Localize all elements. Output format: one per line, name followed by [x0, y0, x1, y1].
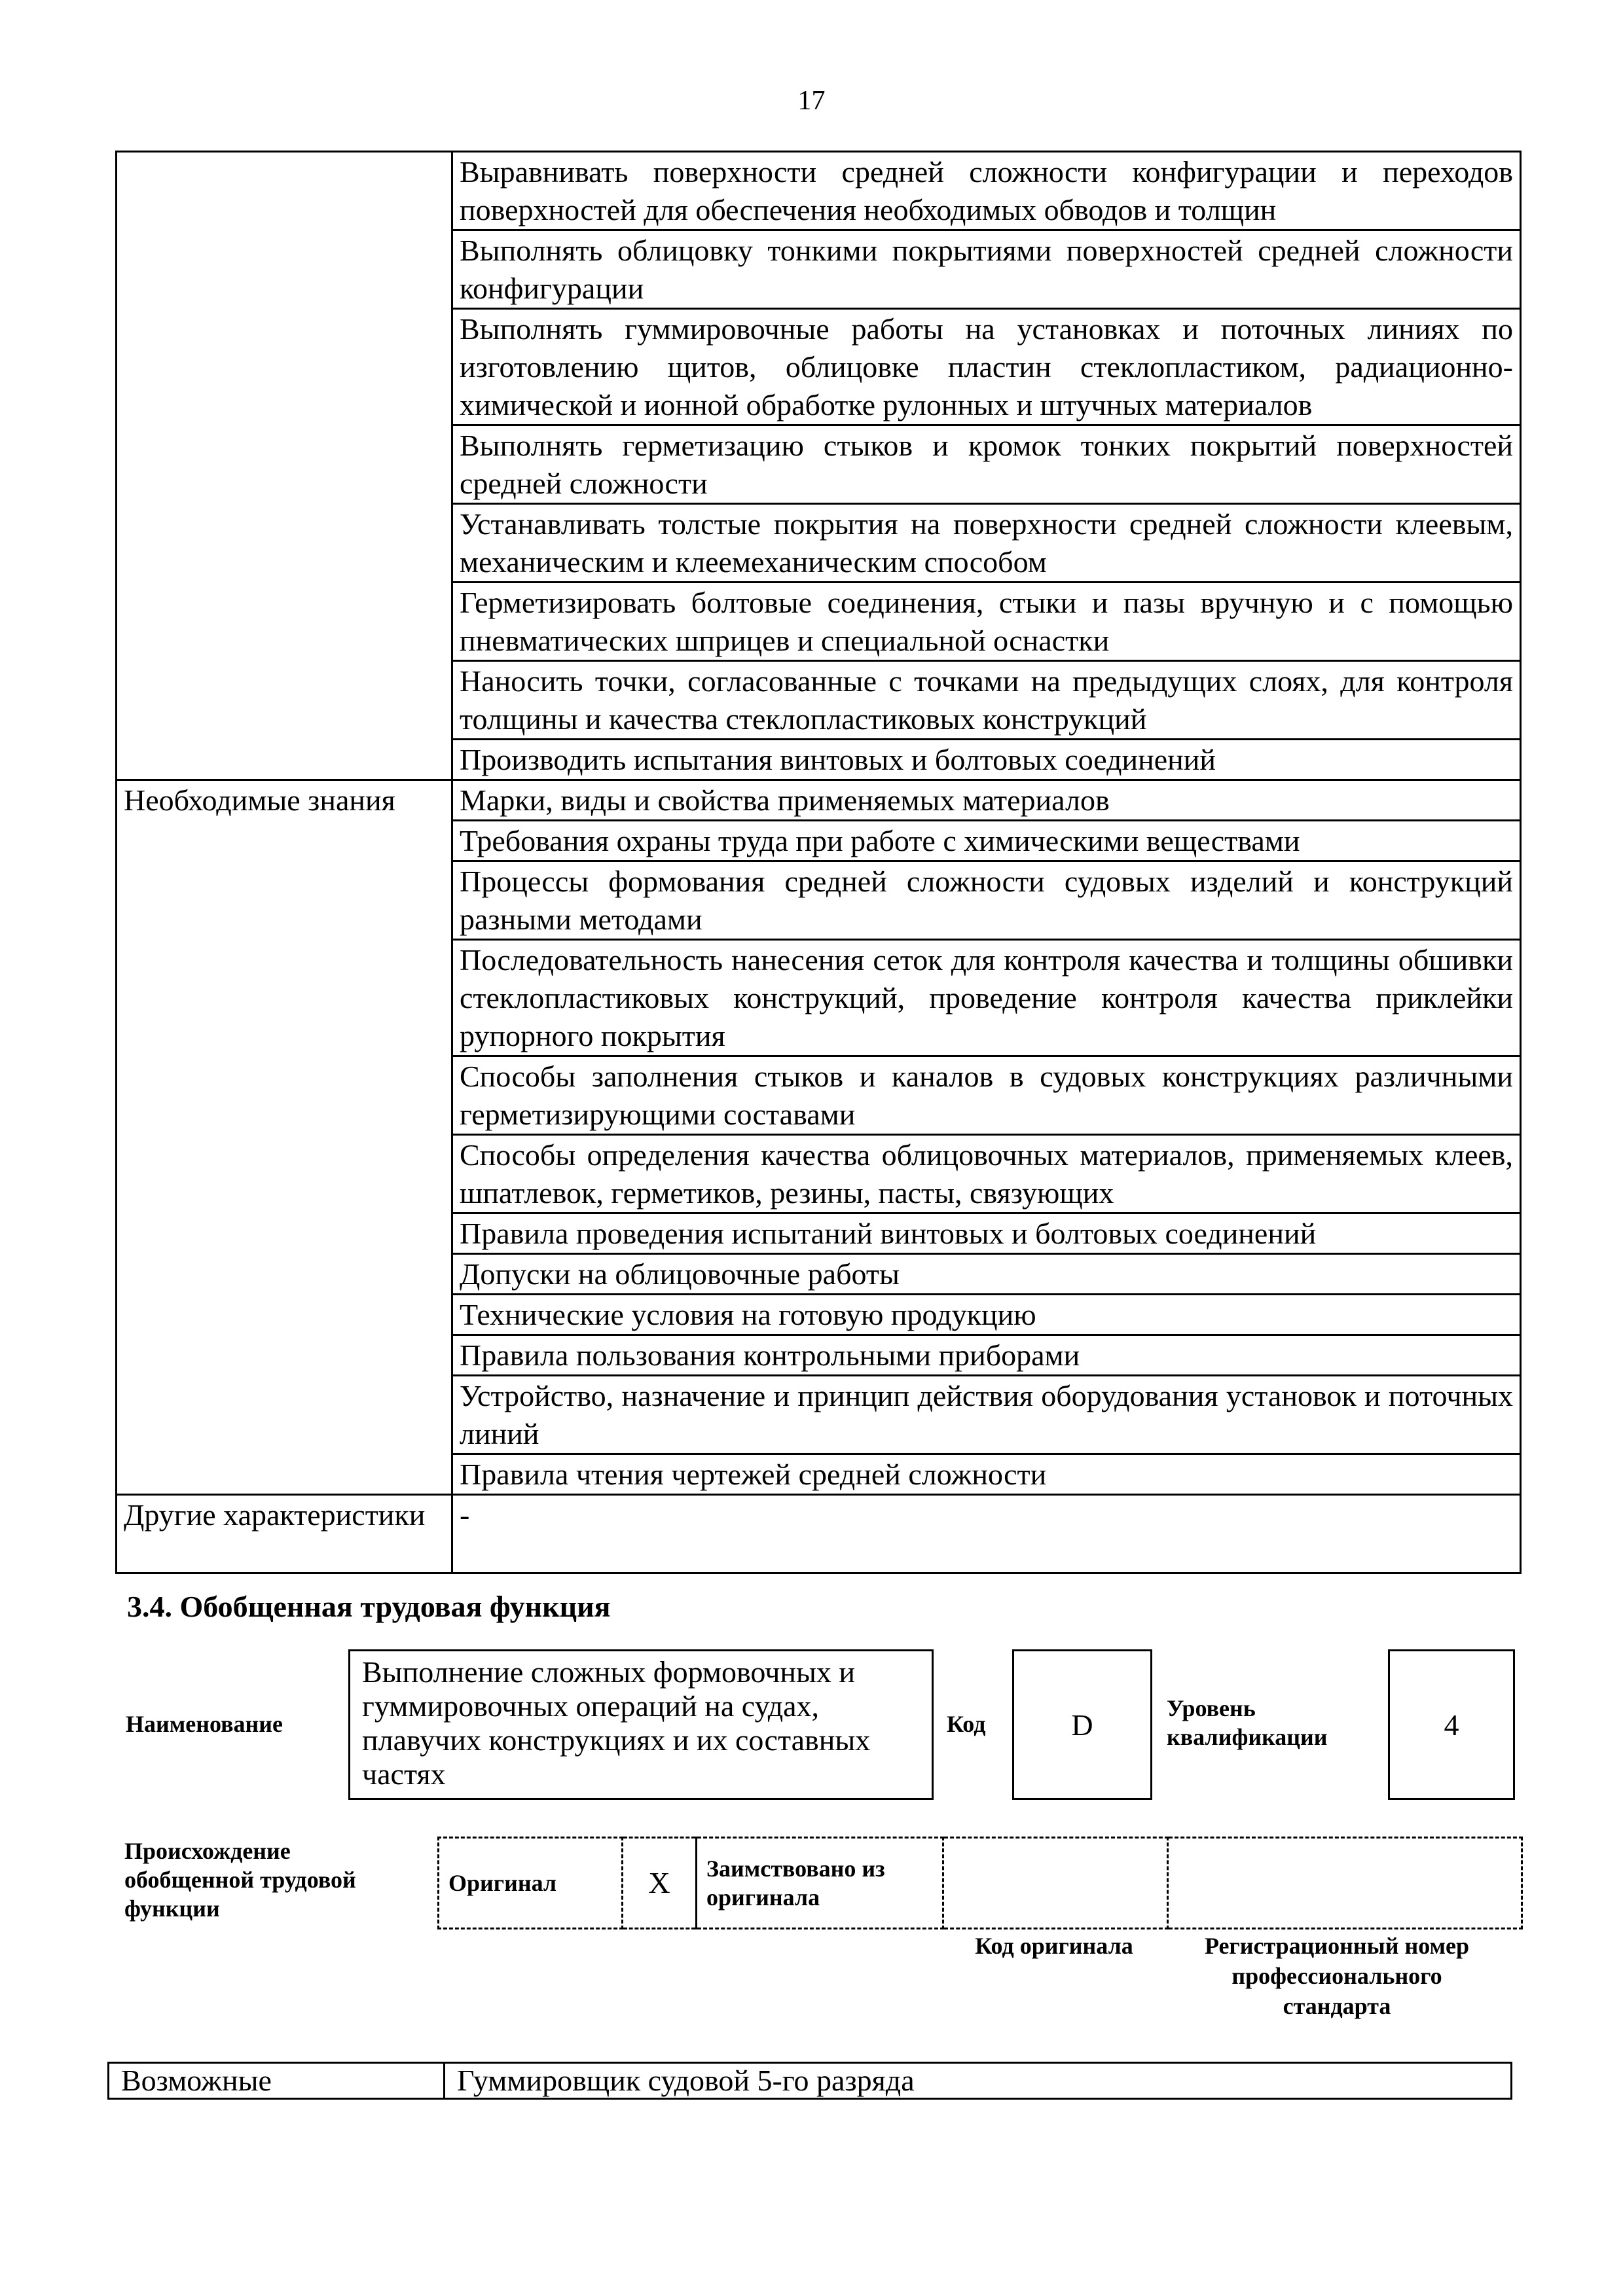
borrowed-label: Заимствовано из оригинала: [697, 1838, 943, 1929]
skills-knowledge-table: [115, 151, 1522, 1574]
skills-label-cell: [117, 152, 452, 780]
knowledge-item: Правила проведения испытаний винтовых и болтовых соединений: [452, 1213, 1521, 1254]
possible-value: Гуммировщик судовой 5-го разряда: [445, 2063, 1512, 2099]
table-row: [117, 1495, 1521, 1573]
level-label: Уровень квалификации: [1167, 1695, 1328, 1750]
code-original-cell: [943, 1838, 1168, 1929]
skill-item: Выполнять герметизацию стыков и кромок тонких покрытий поверхностей средней сложности: [452, 425, 1521, 504]
original-mark: X: [623, 1838, 697, 1929]
possible-label: Возможные: [109, 2063, 445, 2099]
knowledge-item: Правила пользования контрольными приборами: [452, 1335, 1521, 1376]
other-value: -: [452, 1495, 1521, 1573]
table-row: [109, 2063, 1512, 2099]
code-box: D: [1012, 1649, 1152, 1800]
possible-positions-table: [107, 2062, 1512, 2100]
skill-item: Выравнивать поверхности средней сложности конфигурации и переходов поверхностей для обеспечения необходимых обводов и толщин: [452, 152, 1521, 230]
skill-item: Выполнять гуммировочные работы на установках и поточных линиях по изготовлению щитов, облицовке пластин стеклопластиком, радиационно-химической и ионной обработке рулонных и штучных материалов: [452, 309, 1521, 425]
origin-table: [437, 1837, 1523, 1929]
section-heading: 3.4. Обобщенная трудовая функция: [127, 1590, 611, 1623]
skill-item: Производить испытания винтовых и болтовых соединений: [452, 740, 1521, 780]
knowledge-item: Правила чтения чертежей средней сложности: [452, 1454, 1521, 1495]
knowledge-item: Последовательность нанесения сеток для контроля качества и толщины обшивки стеклопластиковых конструкций, проведение контроля качества приклейки рупорного покрытия: [452, 940, 1521, 1056]
knowledge-item: Процессы формования средней сложности судовых изделий и конструкций разными методами: [452, 861, 1521, 940]
level-box: 4: [1388, 1649, 1515, 1800]
table-row: [439, 1838, 1522, 1929]
name-label: Наименование: [126, 1711, 283, 1737]
reg-number-cell: [1168, 1838, 1522, 1929]
skill-item: Выполнять облицовку тонкими покрытиями поверхностей средней сложности конфигурации: [452, 230, 1521, 309]
code-label: Код: [947, 1711, 986, 1737]
knowledge-item: Способы заполнения стыков и каналов в судовых конструкциях различными герметизирующими составами: [452, 1056, 1521, 1135]
origin-label: Происхождение обобщенной трудовой функции: [124, 1838, 356, 1922]
knowledge-item: Марки, виды и свойства применяемых материалов: [452, 780, 1521, 821]
knowledge-item: Устройство, назначение и принцип действия оборудования установок и поточных линий: [452, 1376, 1521, 1454]
code-original-caption: Код оригинала: [975, 1933, 1133, 1959]
knowledge-item: Способы определения качества облицовочных материалов, применяемых клеев, шпатлевок, герметиков, резины, пасты, связующих: [452, 1135, 1521, 1213]
knowledge-item: Допуски на облицовочные работы: [452, 1254, 1521, 1295]
table-row: [117, 152, 1521, 230]
table-row: [117, 780, 1521, 821]
skill-item: Герметизировать болтовые соединения, стыки и пазы вручную и с помощью пневматических шприцев и специальной оснастки: [452, 583, 1521, 661]
skill-item: Устанавливать толстые покрытия на поверхности средней сложности клеевым, механическим и клеемеханическим способом: [452, 504, 1521, 583]
knowledge-item: Технические условия на готовую продукцию: [452, 1295, 1521, 1335]
other-label: Другие характеристики: [117, 1495, 452, 1573]
reg-number-caption: Регистрационный номер профессионального стандарта: [1204, 1933, 1470, 2019]
function-name-box: Выполнение сложных формовочных и гуммировочных операций на судах, плавучих конструкциях и их составных частях: [348, 1649, 934, 1800]
skill-item: Наносить точки, согласованные с точками на предыдущих слоях, для контроля толщины и качества стеклопластиковых конструкций: [452, 661, 1521, 740]
knowledge-item: Требования охраны труда при работе с химическими веществами: [452, 821, 1521, 861]
knowledge-label: Необходимые знания: [117, 780, 452, 1495]
original-label: Оригинал: [439, 1838, 623, 1929]
page-number: 17: [797, 86, 826, 116]
